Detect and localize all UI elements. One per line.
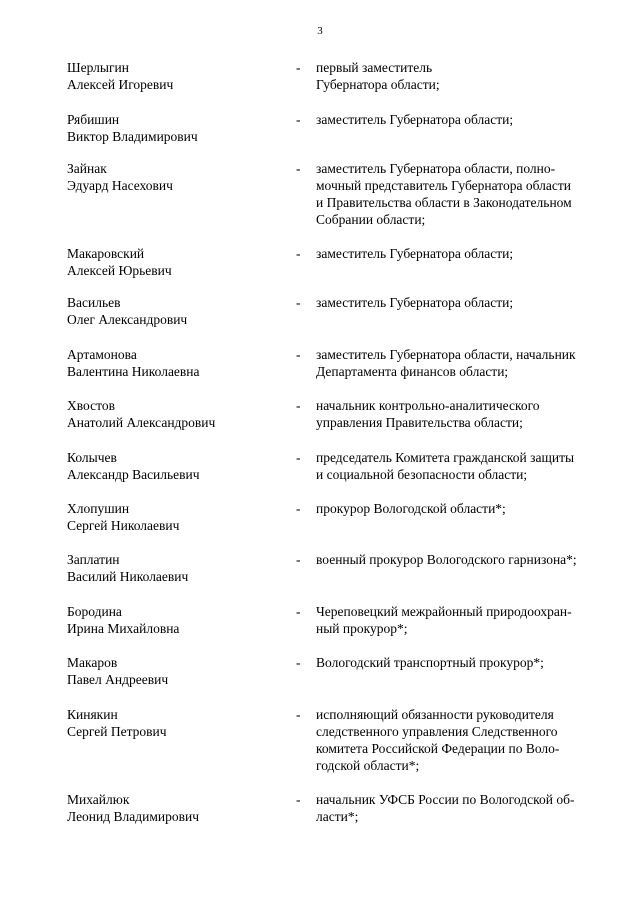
dash-separator: - xyxy=(296,501,301,516)
role-line: прокурор Вологодской области*; xyxy=(316,501,506,516)
person-name xyxy=(67,160,267,194)
person-name xyxy=(67,111,267,145)
position-description xyxy=(316,551,616,568)
position-description xyxy=(316,706,616,774)
role-line: председатель Комитета гражданской защиты xyxy=(316,450,575,465)
surname: Кинякин xyxy=(67,707,118,722)
given-names: Эдуард Насехович xyxy=(67,178,173,193)
role-line: ласти*; xyxy=(316,809,359,824)
role-line: Губернатора области; xyxy=(316,77,440,92)
role-line: заместитель Губернатора области, начальник xyxy=(316,347,576,362)
surname: Макаровский xyxy=(67,246,145,261)
position-description xyxy=(316,500,616,517)
position-description xyxy=(316,791,616,825)
surname: Заплатин xyxy=(67,552,120,567)
role-line: и Правительства области в Законодательном xyxy=(316,195,572,210)
position-description xyxy=(316,397,616,431)
dash-separator: - xyxy=(296,655,301,670)
given-names: Василий Николаевич xyxy=(67,569,189,584)
dash-separator: - xyxy=(296,604,301,619)
position-description xyxy=(316,160,616,228)
position-description xyxy=(316,59,616,93)
person-name xyxy=(67,449,267,483)
dash-separator: - xyxy=(296,398,301,413)
dash-separator: - xyxy=(296,552,301,567)
page-number: 3 xyxy=(317,25,323,37)
role-line: и социальной безопасности области; xyxy=(316,467,528,482)
person-name xyxy=(67,706,267,740)
position-description xyxy=(316,346,616,380)
surname: Васильев xyxy=(67,295,121,310)
dash-separator: - xyxy=(296,295,301,310)
given-names: Сергей Николаевич xyxy=(67,518,180,533)
role-line: Вологодский транспортный прокурор*; xyxy=(316,655,544,670)
role-line: заместитель Губернатора области; xyxy=(316,112,514,127)
role-line: годской области*; xyxy=(316,758,420,773)
dash-separator: - xyxy=(296,161,301,176)
surname: Рябишин xyxy=(67,112,120,127)
surname: Макаров xyxy=(67,655,118,670)
dash-separator: - xyxy=(296,60,301,75)
role-line: первый заместитель xyxy=(316,60,433,75)
surname: Шерлыгин xyxy=(67,60,129,75)
position-description xyxy=(316,111,616,128)
dash-separator: - xyxy=(296,707,301,722)
given-names: Сергей Петрович xyxy=(67,724,167,739)
role-line: ный прокурор*; xyxy=(316,621,408,636)
position-description xyxy=(316,449,616,483)
role-line: мочный представитель Губернатора области xyxy=(316,178,571,193)
role-line: комитета Российской Федерации по Воло- xyxy=(316,741,560,756)
person-name xyxy=(67,346,267,380)
surname: Бородина xyxy=(67,604,122,619)
dash-separator: - xyxy=(296,450,301,465)
role-line: управления Правительства области; xyxy=(316,415,523,430)
person-name xyxy=(67,397,267,431)
person-name xyxy=(67,294,267,328)
given-names: Виктор Владимирович xyxy=(67,129,198,144)
given-names: Ирина Михайловна xyxy=(67,621,180,636)
role-line: военный прокурор Вологодского гарнизона*; xyxy=(316,552,577,567)
given-names: Алексей Игоревич xyxy=(67,77,174,92)
role-line: заместитель Губернатора области; xyxy=(316,246,514,261)
position-description xyxy=(316,245,616,262)
role-line: следственного управления Следственного xyxy=(316,724,558,739)
person-name xyxy=(67,654,267,688)
person-name xyxy=(67,59,267,93)
person-name xyxy=(67,245,267,279)
position-description xyxy=(316,294,616,311)
role-line: начальник УФСБ России по Вологодской об- xyxy=(316,792,575,807)
position-description xyxy=(316,654,616,671)
dash-separator: - xyxy=(296,112,301,127)
given-names: Александр Васильевич xyxy=(67,467,200,482)
dash-separator: - xyxy=(296,347,301,362)
surname: Артамонова xyxy=(67,347,137,362)
dash-separator: - xyxy=(296,792,301,807)
role-line: заместитель Губернатора области; xyxy=(316,295,514,310)
role-line: начальник контрольно-аналитического xyxy=(316,398,540,413)
surname: Колычев xyxy=(67,450,117,465)
given-names: Павел Андреевич xyxy=(67,672,169,687)
person-name xyxy=(67,603,267,637)
given-names: Леонид Владимирович xyxy=(67,809,199,824)
surname: Михайлюк xyxy=(67,792,130,807)
person-name xyxy=(67,500,267,534)
given-names: Валентина Николаевна xyxy=(67,364,200,379)
surname: Хлопушин xyxy=(67,501,130,516)
surname: Хвостов xyxy=(67,398,115,413)
surname: Зайнак xyxy=(67,161,107,176)
role-line: Собрании области; xyxy=(316,212,426,227)
given-names: Алексей Юрьевич xyxy=(67,263,172,278)
dash-separator: - xyxy=(296,246,301,261)
person-name xyxy=(67,551,267,585)
role-line: Департамента финансов области; xyxy=(316,364,509,379)
role-line: заместитель Губернатора области, полно- xyxy=(316,161,556,176)
position-description xyxy=(316,603,616,637)
role-line: исполняющий обязанности руководителя xyxy=(316,707,554,722)
role-line: Череповецкий межрайонный природоохран- xyxy=(316,604,572,619)
person-name xyxy=(67,791,267,825)
given-names: Олег Александрович xyxy=(67,312,188,327)
given-names: Анатолий Александрович xyxy=(67,415,216,430)
